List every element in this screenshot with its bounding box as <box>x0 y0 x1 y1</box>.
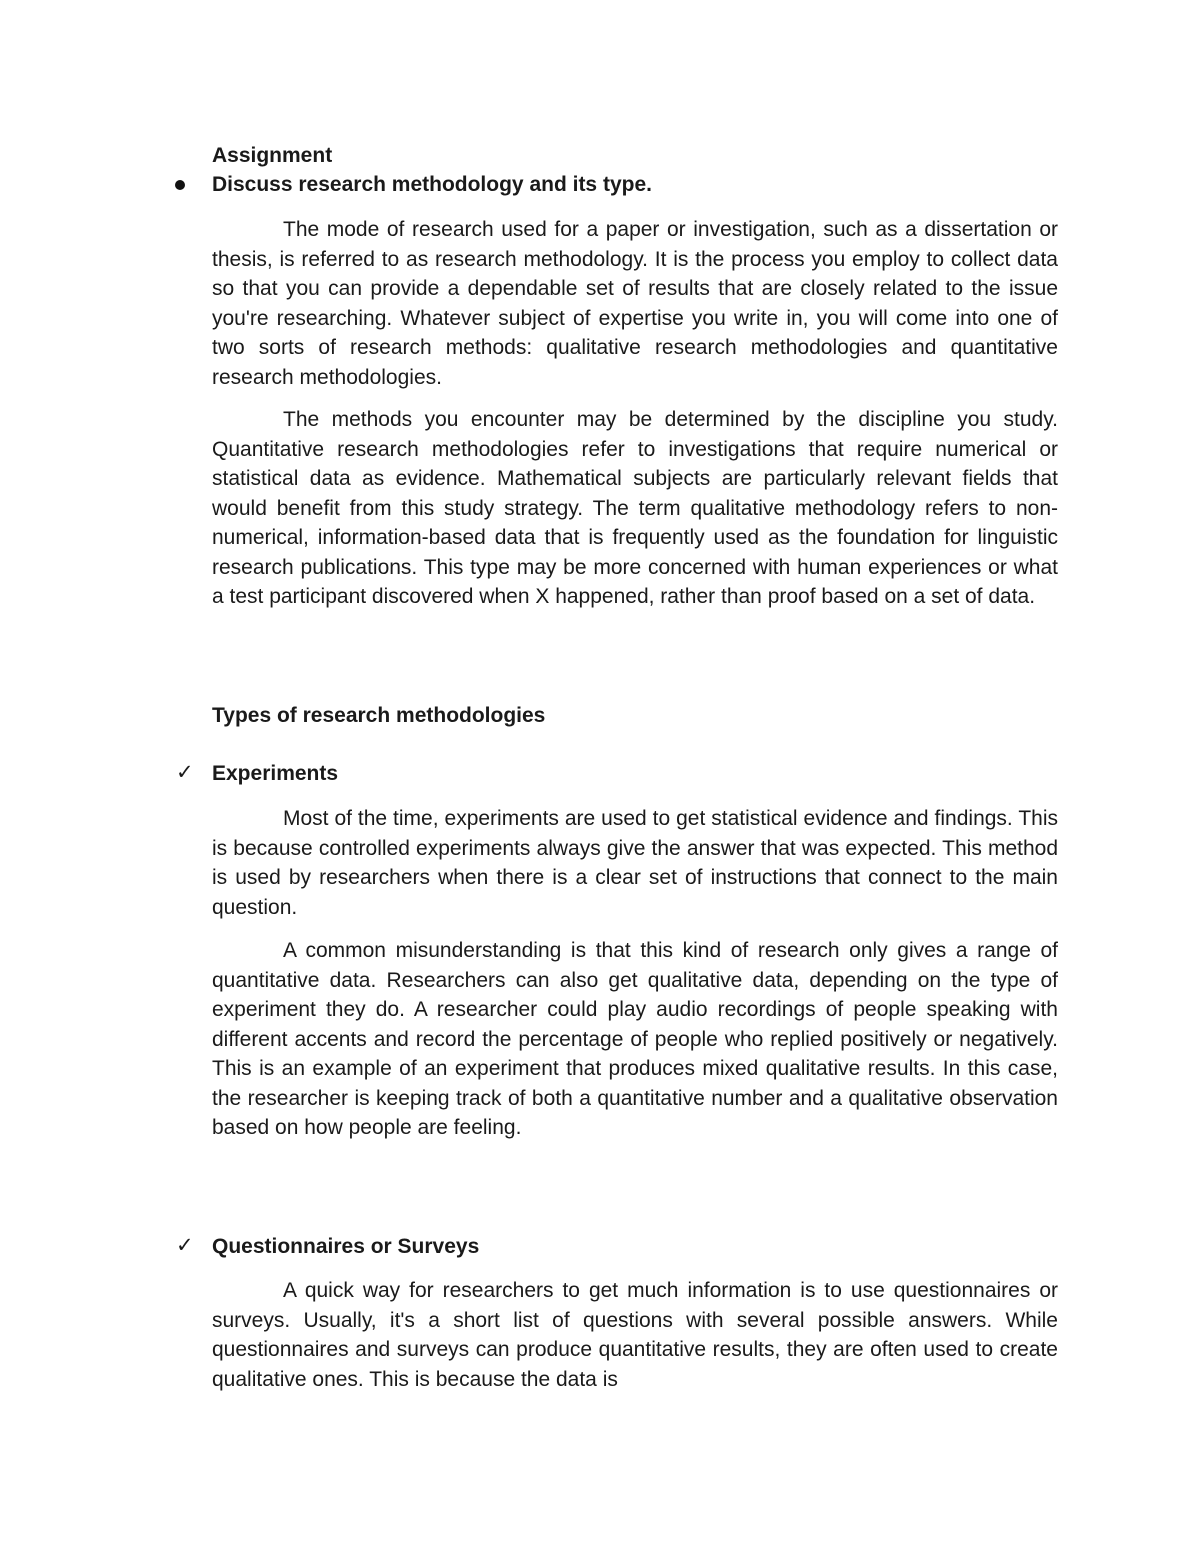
experiments-paragraph: Most of the time, experiments are used to get statistical evidence and findings. This is because controlled experiments always give the answer that was expected. This method is used by researchers when there is a clear set of instructions that connect to the main question. <box>212 807 1058 919</box>
types-heading: Types of research methodologies <box>212 704 546 727</box>
question-heading: Discuss research methodology and its type. <box>212 173 652 196</box>
assignment-title: Assignment <box>212 144 333 167</box>
checkmark-icon: ✓ <box>176 761 194 784</box>
surveys-paragraph: A quick way for researchers to get much information is to use questionnaires or surveys. Usually, it's a short list of questions with several possible answers. While questionnaires and surveys can produce quantitative results, they are often used to create qualitative ones. This is because the data is <box>212 1279 1058 1391</box>
section-heading-experiments: Experiments <box>212 762 339 785</box>
checkmark-icon: ✓ <box>176 1234 194 1257</box>
experiments-paragraph: A common misunderstanding is that this kind of research only gives a range of quantitative data. Researchers can also get qualitative data, depending on the type of experiment they do. A researcher could play audio recordings of people speaking with different accents and record the percentage of people who replied positively or negatively. This is an example of an experiment that produces mixed qualitative results. In this case, the researcher is keeping track of both a quantitative number and a qualitative observation based on how people are feeling. <box>212 939 1058 1139</box>
section-heading-surveys: Questionnaires or Surveys <box>212 1235 480 1258</box>
bullet-icon <box>175 180 185 190</box>
intro-paragraph: The methods you encounter may be determined by the discipline you study. Quantitative research methodologies refer to investigations that require numerical or statistical data as evidence. Mathematical subjects are particularly relevant fields that would benefit from this study strategy. The term qualitative methodology refers to non-numerical, information-based data that is frequently used as the foundation for linguistic research publications. This type may be more concerned with human experiences or what a test participant discovered when X happened, rather than proof based on a set of data. <box>212 408 1058 608</box>
intro-paragraph: The mode of research used for a paper or investigation, such as a dissertation or thesis, is referred to as research methodology. It is the process you employ to collect data so that you can provide a dependable set of results that are closely related to the issue you're researching. Whatever subject of expertise you write in, you will come into one of two sorts of research methods: qualitative research methodologies and quantitative research methodologies. <box>212 218 1058 389</box>
